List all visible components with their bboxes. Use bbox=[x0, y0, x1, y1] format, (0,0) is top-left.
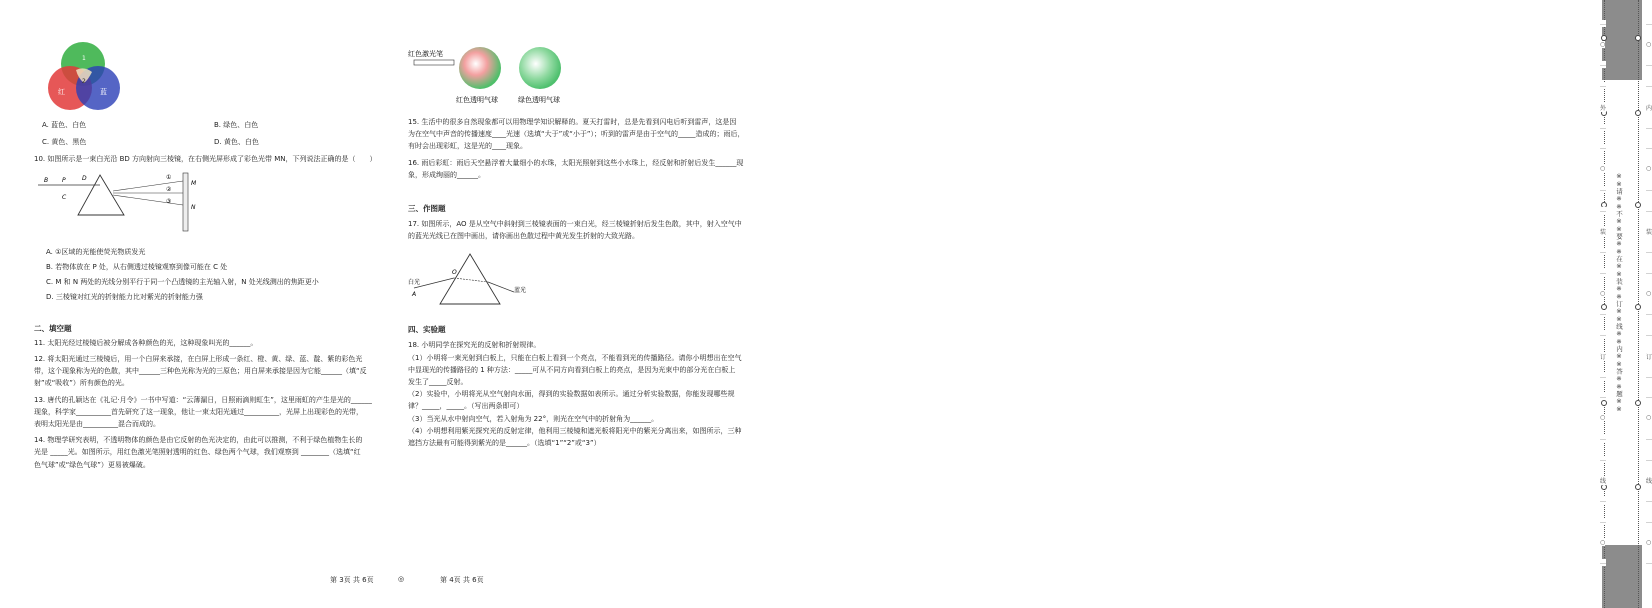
binding-mark-outer: … bbox=[1600, 455, 1606, 463]
section-experiment: 四、实验题 bbox=[408, 325, 446, 335]
binding-mark-outer: ○ bbox=[1600, 538, 1606, 546]
q10-option-a: A. ①区域的光能使荧光物质发光 bbox=[46, 248, 146, 256]
q10-text: 10. 如图所示是一束白光沿 BD 方向射向三棱镜，在右侧光屏形成了彩色光带 MN，下列说法正确的是（ ） bbox=[34, 155, 377, 163]
laser-label: 红色激光笔 bbox=[408, 50, 443, 58]
q14-line: 光是 _____光。如图所示，用红色激光笔照射透明的红色、绿色两个气球，我们观察到 ________（选填“红 bbox=[34, 448, 361, 457]
binding-mark-inner: … bbox=[1646, 393, 1652, 401]
binding-mark-outer: ○ bbox=[1600, 40, 1606, 48]
binding-mark-outer: … bbox=[1600, 393, 1606, 401]
binding-mark-inner: … bbox=[1646, 82, 1652, 90]
binding-mark-outer: ○ bbox=[1600, 289, 1606, 297]
footer-left-page: 第 3页 共 6页 bbox=[330, 576, 374, 584]
binding-mark-outer: 订 bbox=[1600, 353, 1607, 361]
q9-option-c: C. 黄色、黑色 bbox=[42, 138, 87, 146]
q18-line: （1）小明将一束光射到白板上，只能在白板上看到一个亮点，不能看到光的传播路径。请你小明想出在空气 bbox=[408, 353, 742, 362]
binding-mark-outer: … bbox=[1600, 248, 1606, 256]
question-18 bbox=[408, 339, 773, 449]
label-C: C bbox=[62, 194, 67, 201]
binding-mark-inner: … bbox=[1646, 123, 1652, 131]
binding-mark-outer: … bbox=[1600, 61, 1606, 69]
label-N: N bbox=[191, 204, 196, 211]
binding-mark-inner: 装 bbox=[1646, 229, 1652, 237]
binding-mark-outer: … bbox=[1600, 206, 1606, 214]
red-balloon bbox=[459, 47, 501, 89]
binding-warning-text: ※※请※※不※※要※※在※※装※※订※※线※※内※※答※※题※※ bbox=[1615, 172, 1623, 413]
prism-blue-light-figure bbox=[408, 248, 548, 310]
binding-mark-inner: ○ bbox=[1646, 414, 1652, 422]
question-10 bbox=[34, 154, 386, 303]
binding-mark-inner: 订 bbox=[1646, 353, 1652, 361]
binding-mark-outer: 外 bbox=[1600, 104, 1607, 112]
q14-line: 14. 物理学研究表明，不透明物体的颜色是由它反射的色光决定的，由此可以推测，不利于绿色植物生长的 bbox=[34, 436, 363, 445]
binding-mark-outer: … bbox=[1600, 144, 1606, 152]
q12-line: 12. 将太阳光通过三棱镜后，用一个白屏来承接，在白屏上形成一条红、橙、黄、绿、蓝、靛、紫的彩色光 bbox=[34, 355, 363, 363]
red-balloon-label: 红色透明气球 bbox=[456, 96, 498, 104]
left-column bbox=[34, 36, 386, 475]
q17-line: 17. 如图所示，AO 是从空气中斜射到三棱镜表面的一束白光，经三棱镜折射后发生色散，其中，射入空气中 bbox=[408, 220, 742, 229]
q12-line: 射”或“吸收”）所有颜色的光。 bbox=[34, 379, 129, 388]
binding-mark-inner: … bbox=[1646, 144, 1652, 152]
q15-line: 为在空气中声音的传播速度____光速（选填“大于”或“小于”）；听到的雷声是由于空气的_____造成的；雨后， bbox=[408, 130, 745, 139]
binding-hole bbox=[1635, 304, 1641, 310]
label-D: D bbox=[82, 175, 87, 182]
binding-mark-outer: … bbox=[1600, 497, 1606, 505]
q10-option-d: D. 三棱镜对红光的折射能力比对紫光的折射能力强 bbox=[46, 293, 203, 301]
binding-hole bbox=[1601, 304, 1607, 310]
q15-line: 15. 生活中的很多自然现象都可以用物理学知识解释的。夏天打雷时，总是先看到闪电后听到雷声，这是因 bbox=[408, 118, 737, 126]
q12-line: 带，这个现象称为光的色散，其中______三种色光称为光的三原色；用白屏来承接是因为它能______（填“反 bbox=[34, 367, 367, 376]
q18-line: 遮挡方法最有可能得到紫光的是______。（选填“1”“2”或“3”） bbox=[408, 439, 601, 448]
label-M: M bbox=[191, 180, 197, 187]
point-A-label: A bbox=[412, 291, 417, 299]
label-r2: ② bbox=[166, 186, 172, 193]
binding-mark-outer: ○ bbox=[1600, 414, 1606, 422]
question-17 bbox=[408, 218, 773, 314]
question-13 bbox=[34, 394, 386, 431]
color-venn-figure bbox=[38, 38, 148, 118]
question-14 bbox=[34, 434, 386, 471]
q16-line: 象，形成绚丽的______。 bbox=[408, 170, 485, 179]
binding-mark-outer: … bbox=[1600, 559, 1606, 567]
binding-mark-outer: … bbox=[1600, 434, 1606, 442]
binding-hole bbox=[1635, 110, 1641, 116]
blue-light-label: 蓝光 bbox=[514, 287, 527, 295]
q15-line: 有时会出现彩虹，这是光的____现象。 bbox=[408, 142, 527, 151]
q14-line: 色气球”或“绿色气球”）更易被爆破。 bbox=[34, 460, 150, 469]
binding-mark-inner: … bbox=[1646, 61, 1652, 69]
binding-mark-inner: ○ bbox=[1646, 289, 1652, 297]
binding-mark-inner: … bbox=[1646, 517, 1652, 525]
binding-mark-inner: 线 bbox=[1646, 478, 1652, 486]
binding-mark-inner: … bbox=[1646, 185, 1652, 193]
binding-hole bbox=[1635, 35, 1641, 41]
green-balloon-label: 绿色透明气球 bbox=[518, 96, 560, 104]
venn-label-left: 红 bbox=[58, 88, 65, 96]
binding-mark-outer: … bbox=[1600, 123, 1606, 131]
label-P: P bbox=[62, 177, 66, 184]
binding-mark-outer: … bbox=[1600, 310, 1606, 318]
q9-option-d: D. 黄色、白色 bbox=[214, 138, 259, 146]
q9-option-a: A. 蓝色、白色 bbox=[42, 121, 87, 129]
binding-mark-inner: … bbox=[1646, 310, 1652, 318]
question-11: 11. 太阳光经过棱镜后被分解成各种颜色的光，这种现象叫光的______。 bbox=[34, 339, 258, 347]
q10-option-b: B. 若物体放在 P 处，从右侧透过棱镜观察到像可能在 C 处 bbox=[46, 263, 228, 271]
binding-hole bbox=[1635, 400, 1641, 406]
binding-margin bbox=[800, 0, 1652, 608]
laser-pen bbox=[414, 60, 454, 65]
venn-label-right: 蓝 bbox=[100, 88, 107, 96]
binding-mark-inner: … bbox=[1646, 372, 1652, 380]
binding-hole bbox=[1635, 202, 1641, 208]
label-r1: ① bbox=[166, 174, 172, 181]
binding-mark-outer: … bbox=[1600, 517, 1606, 525]
right-column bbox=[408, 46, 773, 453]
label-r3: ③ bbox=[166, 198, 172, 205]
q18-line: 发生了_____反射。 bbox=[408, 378, 468, 387]
binding-mark-outer: … bbox=[1600, 185, 1606, 193]
binding-mark-inner: … bbox=[1646, 497, 1652, 505]
gray-strip-bottom bbox=[1602, 545, 1642, 608]
q16-line: 16. 雨后彩虹：雨后天空悬浮着大量细小的水珠，太阳光照射到这些小水珠上，经反射和折射后发生______现 bbox=[408, 158, 744, 167]
q13-line: 13. 唐代的孔颖达在《礼记·月令》一书中写道：“云薄漏日，日照雨滴则虹生”，这里雨虹的产生是光的______ bbox=[34, 395, 372, 404]
footer-right-page: 第 4页 共 6页 bbox=[440, 576, 484, 584]
green-balloon bbox=[519, 47, 561, 89]
binding-mark-inner: ○ bbox=[1646, 538, 1652, 546]
binding-mark-outer: ○ bbox=[1600, 165, 1606, 173]
q18-line: （4）小明想利用紫光探究光的反射定律，他利用三棱镜和遮光板将阳光中的紫光分离出来，如图所示，三种 bbox=[408, 426, 742, 435]
q10-option-c: C. M 和 N 两处的光线分别平行于同一个凸透镜的主光轴入射，N 处光线测出的焦距更小 bbox=[46, 278, 319, 286]
binding-mark-inner: ○ bbox=[1646, 40, 1652, 48]
binding-mark-outer: 线 bbox=[1600, 478, 1607, 486]
binding-mark-inner: … bbox=[1646, 248, 1652, 256]
binding-mark-outer: … bbox=[1600, 331, 1606, 339]
binding-mark-outer: … bbox=[1600, 20, 1606, 27]
binding-mark-outer: 装 bbox=[1600, 229, 1607, 237]
point-O-label: O bbox=[452, 269, 457, 277]
balloon-figure bbox=[408, 46, 578, 108]
binding-mark-inner: … bbox=[1646, 331, 1652, 339]
q9-option-b: B. 绿色、白色 bbox=[214, 121, 259, 129]
q18-line: 18. 小明同学在探究光的反射和折射规律。 bbox=[408, 341, 541, 350]
venn-label-top: 1 bbox=[82, 55, 86, 62]
binding-mark-outer: … bbox=[1600, 82, 1606, 90]
binding-mark-inner: … bbox=[1646, 559, 1652, 567]
q13-line: 现象，科学家__________首先研究了这一现象，他让一束太阳光通过__________，光屏上出现彩色的光带， bbox=[34, 407, 363, 416]
q18-line: （2）实验中，小明将光从空气射向水面，得到的实验数据如表所示。通过分析实验数据，你能发现哪些规 bbox=[408, 390, 735, 399]
question-12 bbox=[34, 353, 386, 390]
q18-line: （3）当光从水中射向空气，若入射角为 22°，则光在空气中的折射角为______。 bbox=[408, 414, 659, 423]
binding-mark-outer: … bbox=[1600, 268, 1606, 276]
binding-hole bbox=[1601, 400, 1607, 406]
q18-line: 律？_____，_____。（写出两条即可） bbox=[408, 402, 524, 411]
binding-mark-inner: … bbox=[1646, 455, 1652, 463]
binding-mark-inner: 内 bbox=[1646, 104, 1652, 112]
q17-line: 的蓝光光线已在图中画出，请你画出色散过程中黄光发生折射的大致光路。 bbox=[408, 232, 639, 241]
label-B: B bbox=[44, 177, 49, 184]
q13-line: 表明太阳光是由__________混合而成的。 bbox=[34, 420, 160, 429]
q18-line: 中显现光的传播路径的 1 种方法：_____可从不同方向看到白板上的亮点，是因为光束中的部分光在白板上 bbox=[408, 365, 736, 374]
venn-label-center: 2 bbox=[82, 78, 86, 85]
white-light-label: 白光 bbox=[408, 279, 421, 287]
binding-mark-outer: … bbox=[1600, 372, 1606, 380]
section-fill-blank: 二、填空题 bbox=[34, 324, 72, 333]
binding-mark-inner: … bbox=[1646, 434, 1652, 442]
question-15 bbox=[408, 116, 773, 153]
binding-mark-inner: ○ bbox=[1646, 165, 1652, 173]
binding-hole bbox=[1635, 484, 1641, 490]
prism-dispersion-figure bbox=[38, 169, 218, 237]
footer-divider-icon: ◎ bbox=[398, 575, 405, 583]
q9-options bbox=[42, 120, 386, 148]
binding-mark-inner: … bbox=[1646, 206, 1652, 214]
binding-mark-inner: … bbox=[1646, 268, 1652, 276]
question-16 bbox=[408, 157, 773, 181]
q10-options bbox=[34, 247, 386, 303]
binding-mark-inner: … bbox=[1646, 20, 1652, 27]
section-drawing: 三、作图题 bbox=[408, 204, 446, 214]
